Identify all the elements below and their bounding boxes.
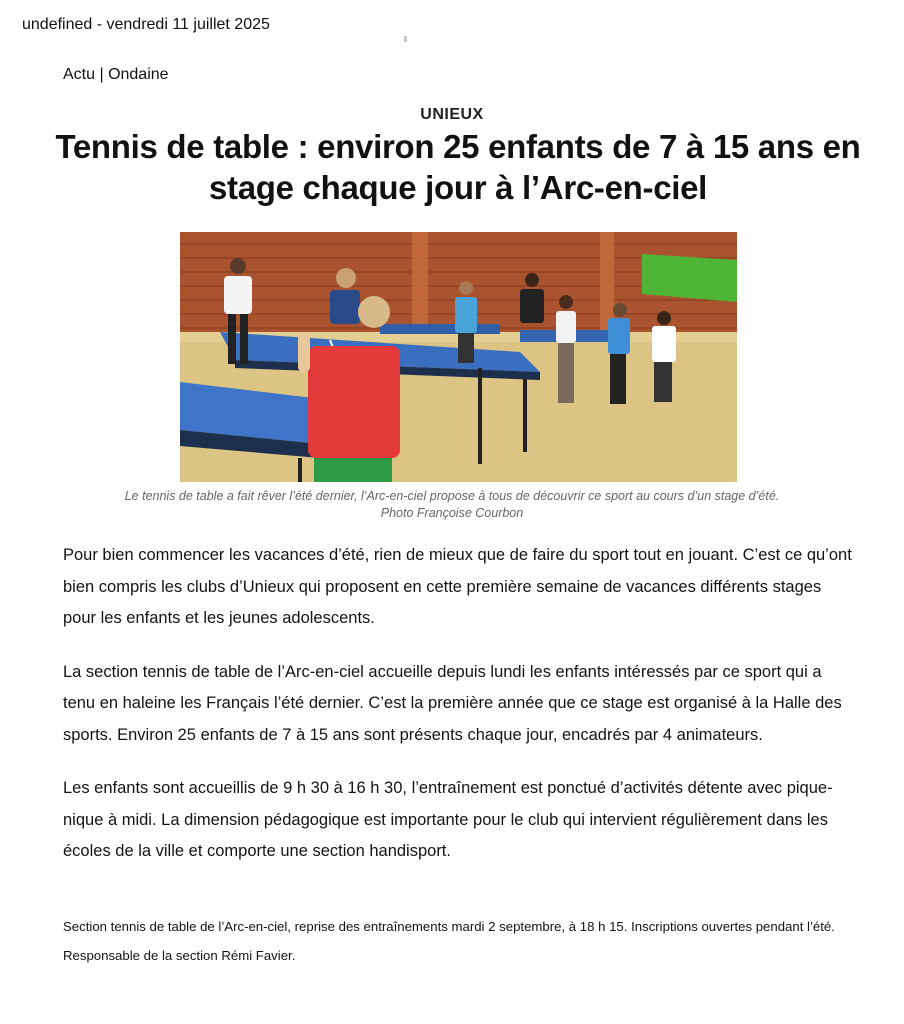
source-date-line: undefined - vendredi 11 juillet 2025: [22, 16, 270, 33]
paragraph-3: Les enfants sont accueillis de 9 h 30 à 16 h 30, l’entraînement est ponctué d’activités détente avec pique-nique à midi. La dimension pédagogique est importante pour le club qui intervient régulièrement dans les écoles de la ville et comporte une section handisport.: [63, 779, 833, 860]
article-kicker: UNIEUX: [420, 106, 484, 123]
paragraph-2: La section tennis de table de l’Arc-en-ciel accueille depuis lundi les enfants intéressés par ce sport qui a tenu en haleine les Français l’été dernier. C’est la première année que ce stage est organisé à la Halle des sports. Environ 25 enfants de 7 à 15 ans sont présents chaque jour, encadrés par 4 animateurs.: [63, 662, 842, 744]
green-banner: [642, 254, 737, 302]
section-label: Actu | Ondaine: [63, 66, 169, 83]
photo-caption-block: [40, 488, 864, 522]
article-footnote: Section tennis de table de l’Arc-en-ciel, reprise des entraînements mardi 2 septembre, à 18 h 15. Inscriptions ouvertes pendant l’été. Responsable de la section Rémi Favier.: [63, 919, 835, 963]
article-body: [63, 540, 853, 890]
photo-credit: Photo Françoise Courbon: [380, 506, 524, 520]
table-tennis-photo-illustration: [180, 232, 737, 482]
paragraph-1: Pour bien commencer les vacances d’été, rien de mieux que de faire du sport tout en jouant. C’est ce qu’ont bien compris les clubs d’Unieux qui proposent en cette première semaine de vacances différents stages pour les enfants et les jeunes adolescents.: [63, 546, 852, 627]
photo-caption: Le tennis de table a fait rêver l’été dernier, l’Arc-en-ciel propose à tous de découvrir ce sport au cours d’un stage d’été.: [124, 489, 780, 503]
article-photo: [180, 232, 737, 482]
article-headline: Tennis de table : environ 25 enfants de 7 à 15 ans en stage chaque jour à l’Arc-en-ciel: [55, 128, 861, 206]
scan-speck: [404, 36, 407, 42]
